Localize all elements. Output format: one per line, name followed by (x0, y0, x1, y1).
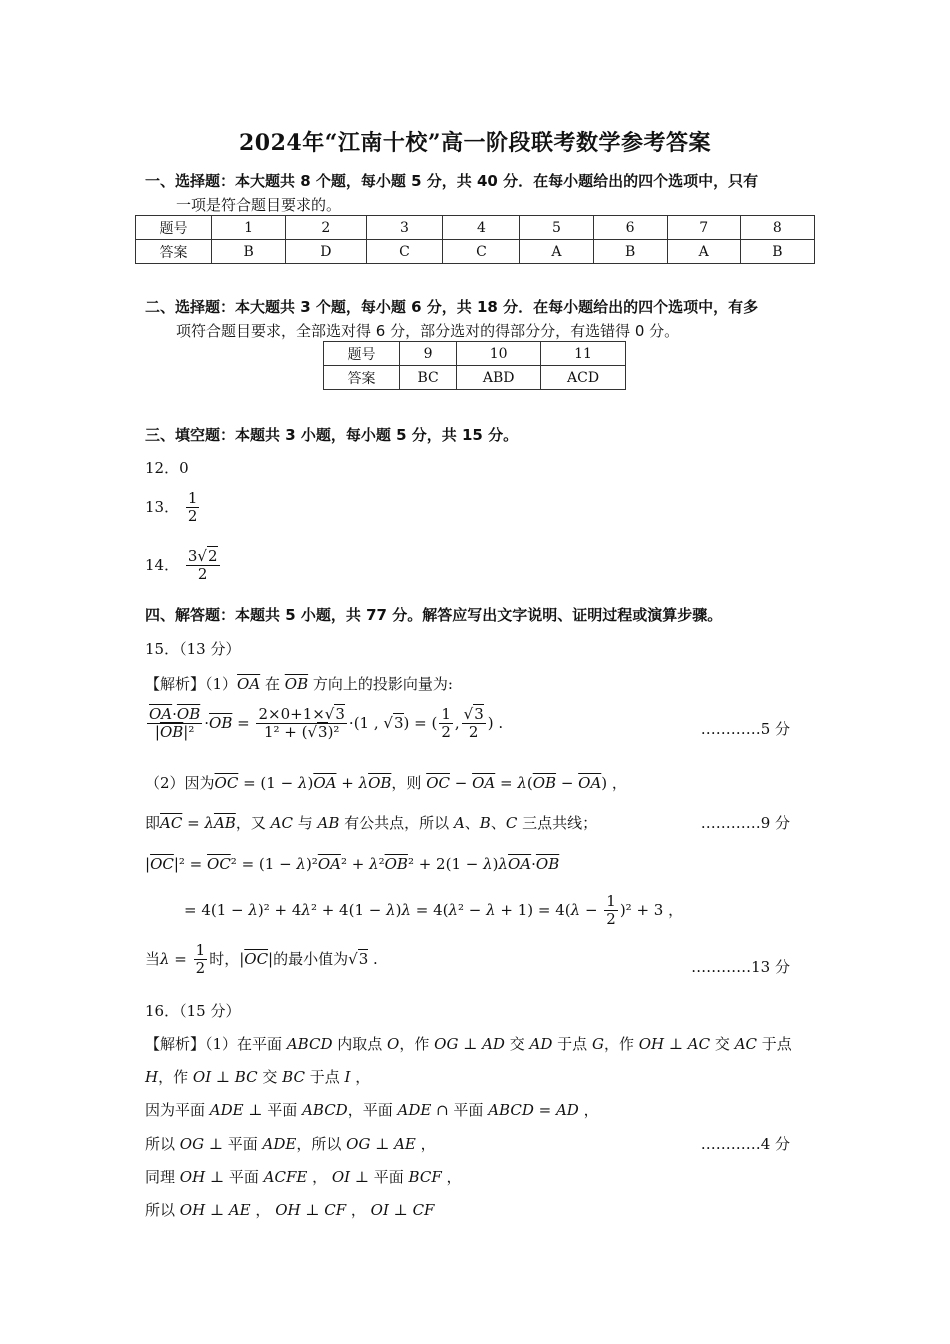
q16-l5-prefix: 同理 (145, 1168, 176, 1186)
q16-line4: 所以 OG ⊥ 平面 ADE，所以 OG ⊥ AE ， (145, 1135, 436, 1153)
q15-points-3: …………13 分 (691, 958, 790, 976)
q15-min-prefix: 当 (145, 949, 161, 968)
q15-collinear-end: 三点共线； (522, 814, 598, 832)
table-cell: B (740, 240, 814, 264)
table-cell: 9 (400, 342, 457, 366)
q16-l2-b: 交 (262, 1068, 278, 1086)
q16-l1-prefix: 【解析】（1）在平面 (145, 1035, 283, 1053)
section1-heading-line1: 一、选择题：本大题共 8 个题，每小题 5 分，共 40 分．在每小题给出的四个选项中，只有 (145, 172, 759, 190)
table-cell: ACD (541, 366, 626, 390)
q13-answer (145, 490, 201, 526)
q14-label: 14． (145, 555, 180, 574)
q16-l1-c: 交 (509, 1035, 525, 1053)
table-header-cell: 题号 (324, 342, 400, 366)
q15-collinear-mid2: 与 (297, 814, 313, 832)
q15-part2-then: ，则 (391, 774, 422, 792)
section3-heading: 三、填空题：本题共 3 小题，每小题 5 分，共 15 分。 (145, 426, 519, 444)
q15-collinear-mid: ，又 (235, 814, 266, 832)
page-title: 2024年“江南十校”高一阶段联考数学参考答案 (238, 130, 712, 156)
table-row (136, 216, 815, 240)
q12-label: 12． (145, 459, 180, 477)
q16-l4-b: ，所以 (296, 1135, 342, 1153)
q15-min-mid2: 的最小值为 (273, 949, 349, 968)
table-cell: 3 (366, 216, 443, 240)
q15-collinear-prefix: 即 (145, 814, 161, 832)
q16-l3-c: 平面 (453, 1101, 484, 1119)
q14-fraction (186, 548, 220, 584)
q16-l2-c: 于点 (309, 1068, 340, 1086)
q15-min: 当λ = $\frac{1}{2}$ 时，$|\overline{OC}|$的最小值为√3 . (145, 941, 378, 978)
table-cell: C (443, 240, 520, 264)
q16-l1-b: ，作 (399, 1035, 430, 1053)
table-cell: ABD (457, 366, 541, 390)
q16-line1: 【解析】（1）在平面 ABCD 内取点 O，作 OG ⊥ AD 交 AD 于点 G，作 OH ⊥ AC 交 AC 于点 (145, 1035, 792, 1053)
q15-norm-line1: $|\overline{OC}|^2 = \overline{OC}^2 = (1 - \lambda)^2\overline{OA}^2 + \lambda^2\overline{OB}^2 + 2(1 - \lambda)\lambda\overline{OA}\cdot\overline{OB}$ (145, 855, 560, 873)
table-cell: 4 (443, 216, 520, 240)
section2-heading-line1: 二、选择题：本大题共 3 个题，每小题 6 分，共 18 分．在每小题给出的四个选项中，有多 (145, 298, 759, 316)
q16-l5-a: 平面 (228, 1168, 259, 1186)
table-row (136, 240, 815, 264)
q14-radicand: 2 (207, 547, 218, 565)
q16-l3-b: ，平面 (347, 1101, 393, 1119)
q16-l6-prefix: 所以 (145, 1201, 176, 1219)
q16-l4-a: 平面 (227, 1135, 258, 1153)
q15-points-2: …………9 分 (700, 814, 790, 832)
q16-points-1: …………4 分 (700, 1135, 790, 1153)
q16-line3: 因为平面 ADE ⊥ 平面 ABCD，平面 ADE ∩ 平面 ABCD = AD ， (145, 1101, 599, 1119)
table-cell: BC (400, 366, 457, 390)
table-cell: A (520, 240, 593, 264)
q13-fraction (186, 490, 200, 526)
table-cell: 7 (667, 216, 740, 240)
q16-l4-prefix: 所以 (145, 1135, 176, 1153)
q15-intro-label: 【解析】（1） (145, 675, 238, 693)
q12-answer (145, 457, 189, 478)
q13-denominator: 2 (187, 507, 198, 526)
q15-intro-text1: 在 (264, 675, 280, 693)
q16-line2: H，作 OI ⊥ BC 交 BC 于点 I ， (145, 1068, 371, 1086)
q16-l3-prefix: 因为平面 (145, 1101, 206, 1119)
q16-label: 16．（15 分） (145, 1002, 241, 1020)
table-cell: B (212, 240, 286, 264)
q14-numerator: 3√2 (187, 547, 218, 565)
q15-min-mid: 时， (209, 949, 240, 968)
q16-l1-e: ，作 (603, 1035, 634, 1053)
table-cell: A (667, 240, 740, 264)
table-header-cell: 题号 (136, 216, 212, 240)
table-cell: D (286, 240, 366, 264)
table-row (324, 342, 626, 366)
q15-collinear: 即$\overline{AC} = \lambda\overline{AB}$，又 AC 与 AB 有公共点，所以 A、B、C 三点共线； (145, 814, 598, 832)
q14-coef: 3 (187, 547, 198, 565)
table-cell: 5 (520, 216, 593, 240)
q16-l1-g: 于点 (761, 1035, 792, 1053)
q16-line6: 所以 OH ⊥ AE ， OH ⊥ CF ， OI ⊥ CF (145, 1201, 435, 1219)
q15-collinear-mid3: 有公共点，所以 (344, 814, 450, 832)
table-header-cell: 答案 (324, 366, 400, 390)
q15-part2: （2）因为$\overline{OC} = (1 - \lambda)\overline{OA} + \lambda\overline{OB}$，则 $\overline{OC} - \overline{OA} = \lambda(\overline{OB} - \overline{OA})$ ， (145, 774, 627, 792)
q16-l5-b: 平面 (373, 1168, 404, 1186)
section2-heading-line2: 项符合题目要求，全部选对得 6 分，部分选对的得部分分，有选错得 0 分。 (176, 322, 680, 340)
q12-value: 0 (179, 459, 189, 477)
q15-points-1: …………5 分 (700, 720, 790, 738)
table-cell: 8 (740, 216, 814, 240)
q13-label: 13． (145, 497, 180, 516)
q13-numerator: 1 (187, 489, 198, 507)
q15-intro-text2: 方向上的投影向量为: (312, 675, 453, 693)
table-cell: 6 (593, 216, 667, 240)
table-cell: 1 (212, 216, 286, 240)
table-header-cell: 答案 (136, 240, 212, 264)
table-cell: 11 (541, 342, 626, 366)
answer-table-2 (323, 341, 626, 390)
table-cell: C (366, 240, 443, 264)
section4-heading: 四、解答题：本题共 5 小题，共 77 分。解答应写出文字说明、证明过程或演算步骤。 (145, 606, 723, 624)
q15-projection-formula: $\frac{\overline{OA}\cdot\overline{OB}}{|\overline{OB}|^2}$ $\cdot\overline{OB}$ = $\frac{2\times 0+1\times√3}{\text{1² + (√3)²}}$ ·(1 , √3) = ( $\frac{1}{2}$ , $\frac{√3}{2}$ ) . (149, 705, 504, 742)
q16-l2-a: ，作 (158, 1068, 189, 1086)
q16-l3-a: 平面 (267, 1101, 298, 1119)
table-cell: 10 (457, 342, 541, 366)
q16-l1-d: 于点 (557, 1035, 588, 1053)
q15-norm-line2: = 4(1 − λ)² + 4λ² + 4(1 − λ)λ = 4(λ² − λ + 1) = 4(λ − $\frac{1}{2}$ )² + 3 ， (184, 892, 684, 929)
answer-table-1 (135, 215, 815, 264)
q16-l1-a: 内取点 (337, 1035, 383, 1053)
q14-answer (145, 548, 222, 584)
q15-intro: 【解析】$(1)\overline{OA}$ 在 $\overline{OB}$ 方向上的投影向量为: (145, 675, 453, 693)
q15-label: 15．（13 分） (145, 640, 241, 658)
section1-heading-line2: 一项是符合题目要求的。 (176, 196, 342, 214)
q15-part2-prefix: （2）因为 (145, 774, 215, 792)
q16-l1-f: 交 (714, 1035, 730, 1053)
table-cell: B (593, 240, 667, 264)
q14-denominator: 2 (197, 565, 208, 584)
q16-line5: 同理 OH ⊥ 平面 ACFE ， OI ⊥ 平面 BCF ， (145, 1168, 462, 1186)
table-row (324, 366, 626, 390)
table-cell: 2 (286, 216, 366, 240)
